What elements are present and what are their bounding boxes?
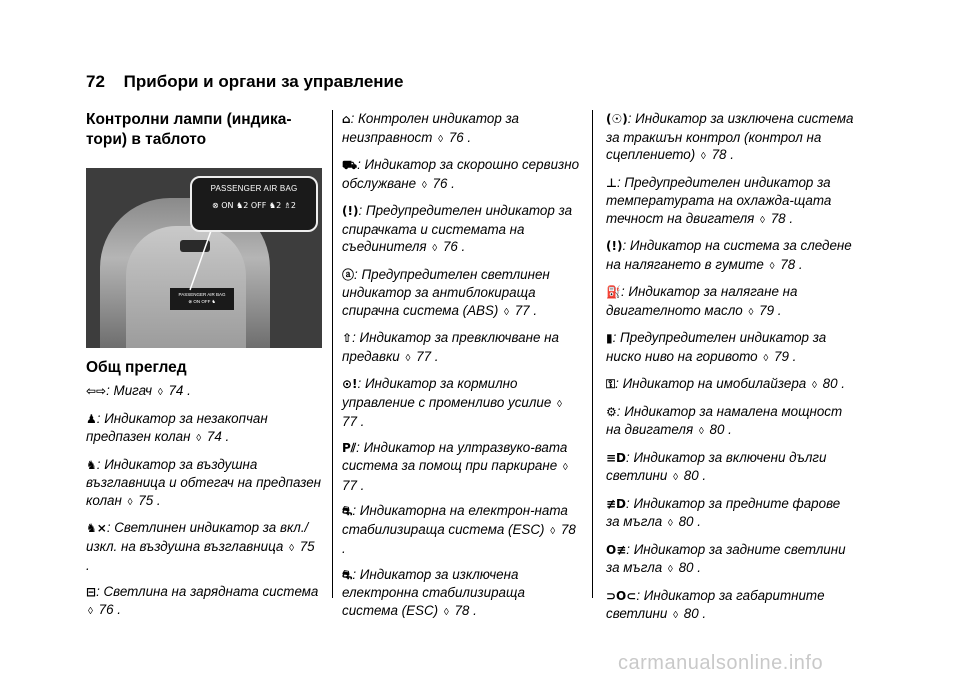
col2-list <box>342 110 582 621</box>
indicator-entry <box>606 449 856 487</box>
indicator-text: : Светлина на зарядната система <box>96 583 319 599</box>
page-ref-link[interactable]: 76 . <box>439 239 466 254</box>
indicator-text: : Предупредителен индикатор за спирачката и системата на съединителя <box>342 203 573 254</box>
page-ref-link[interactable]: 74 . <box>203 429 230 444</box>
indicator-entry <box>342 566 582 622</box>
page-ref-link[interactable]: 76 . <box>94 602 122 617</box>
indicator-icon: ▮ <box>606 331 613 345</box>
indicator-icon: ⛐ <box>342 504 353 518</box>
indicator-entry <box>606 541 856 579</box>
callout-label: PASSENGER AIR BAG <box>210 184 298 193</box>
indicator-entry <box>342 156 582 194</box>
page-ref-icon: ◊ <box>557 398 562 410</box>
indicator-entry <box>342 439 582 495</box>
indicator-text: : Мигач <box>106 383 156 398</box>
column-divider <box>592 110 593 598</box>
indicator-entry <box>606 174 856 230</box>
indicator-text: : Индикатор на система за следене на налягането в гумите <box>606 238 852 272</box>
panel-label: PASSENGER AIR BAG <box>178 292 226 297</box>
indicator-icon: ♞⨯ <box>86 521 107 535</box>
col1-list <box>86 382 322 621</box>
page-ref-icon: ◊ <box>550 525 556 537</box>
page-ref-link[interactable]: 80 . <box>680 606 707 621</box>
airbag-callout <box>190 176 318 232</box>
page-ref-icon: ◊ <box>157 387 163 398</box>
page-ref-link[interactable]: 78 . <box>450 602 477 618</box>
page-ref-icon: ◊ <box>405 352 411 364</box>
page-ref-icon: ◊ <box>673 610 679 621</box>
indicator-text: : Предупредителен индикатор за температурата на охлажда-щата течност на двигателя <box>606 174 832 226</box>
page-header <box>86 72 403 92</box>
indicator-entry <box>342 266 582 322</box>
indicator-entry <box>606 329 856 367</box>
indicator-entry <box>606 375 856 395</box>
page-ref-link[interactable]: 77 . <box>342 477 365 493</box>
page-ref-link[interactable]: 80 . <box>680 468 707 483</box>
indicator-icon: O≢ <box>606 542 627 557</box>
page-ref-link[interactable]: 76 . <box>428 175 455 191</box>
page-ref-link[interactable]: 78 . <box>707 147 734 162</box>
page-number: 72 <box>86 72 105 91</box>
page-ref-link[interactable]: 78 . <box>776 256 803 272</box>
page-ref-link[interactable]: 77 . <box>412 348 439 364</box>
indicator-text: : Светлинен индикатор за вкл./изкл. на въздушна възглавница <box>86 520 309 554</box>
page-ref-icon: ◊ <box>443 606 449 618</box>
page-ref-link[interactable]: 80 . <box>705 422 732 437</box>
indicator-icon: ⊟ <box>86 584 97 599</box>
page-ref-icon: ◊ <box>667 564 673 575</box>
page-ref-icon: ◊ <box>667 518 673 529</box>
indicator-icon: (!) <box>606 239 623 253</box>
page-ref-icon: ◊ <box>421 179 427 191</box>
indicator-icon: ♟ <box>86 411 97 426</box>
dashboard-photo <box>86 168 322 348</box>
indicator-icon: ♞ <box>86 457 97 472</box>
column-3 <box>606 110 856 633</box>
section-title-line1: Контролни лампи (индика- <box>86 111 292 128</box>
page-ref-link[interactable]: 75 . <box>86 538 315 573</box>
indicator-icon: ⊙! <box>342 377 358 391</box>
indicator-icon: ⛟ <box>342 158 358 172</box>
indicator-icon: ⇦⇨ <box>86 384 107 398</box>
indicator-icon: (☉) <box>606 112 628 126</box>
indicator-text: : Индикаторна на електрон-ната стабилизираща система (ESC) <box>342 503 568 537</box>
indicator-text: : Индикатор за кормилно управление с променливо усилие <box>342 376 556 410</box>
page-ref-link[interactable]: 74 . <box>164 383 191 398</box>
indicator-icon: ⓐ <box>342 267 355 282</box>
page-ref-icon: ◊ <box>196 433 202 444</box>
indicator-icon: ≢D <box>606 496 627 511</box>
page-ref-link[interactable]: 76 . <box>445 129 472 145</box>
indicator-text: : Индикатор за изключена система за тракшън контрол (контрол на сцеплението) <box>606 111 854 162</box>
indicator-entry <box>86 382 322 402</box>
subtitle: Общ преглед <box>86 359 187 376</box>
indicator-entry <box>342 502 582 558</box>
indicator-entry <box>342 329 582 367</box>
indicator-icon: ⇧ <box>342 331 353 345</box>
indicator-entry <box>342 110 582 148</box>
page-ref-icon: ◊ <box>432 243 438 254</box>
page-ref-icon: ◊ <box>438 133 444 145</box>
section-title-line2: тори) в таблото <box>86 131 207 148</box>
column-divider <box>332 110 333 598</box>
page-ref-link[interactable]: 80 . <box>674 560 701 575</box>
page-ref-link[interactable]: 79 . <box>755 302 782 318</box>
page-ref-icon: ◊ <box>811 380 817 391</box>
indicator-entry <box>86 456 322 512</box>
indicator-icon: ⊥ <box>606 175 617 190</box>
indicator-icon: (!) <box>342 204 359 218</box>
indicator-entry <box>606 110 856 166</box>
indicator-entry <box>86 583 322 621</box>
page-ref-icon: ◊ <box>504 306 509 318</box>
indicator-text: : Индикатор за задните светлини за мъгла <box>606 541 846 575</box>
indicator-icon: ⌂ <box>342 112 351 126</box>
indicator-entry <box>86 410 322 448</box>
indicator-text: : Индикатор на имобилайзера <box>615 376 810 391</box>
indicator-text: : Предупредителен светлинен индикатор за антиблокираща спирачна система (ABS) <box>342 266 550 318</box>
indicator-text: : Предупредителен индикатор за ниско ниво на горивото <box>606 330 827 364</box>
indicator-icon: P⫽ <box>342 440 357 455</box>
indicator-text: : Индикатор за налягане на двигателното масло <box>606 284 798 318</box>
page-ref-link[interactable]: 77 . <box>342 414 365 429</box>
page-ref-icon: ◊ <box>760 214 765 226</box>
indicator-text: : Индикатор на ултразвуко-вата система за помощ при паркиране <box>342 439 568 473</box>
page-ref-icon: ◊ <box>748 306 754 318</box>
column-2 <box>342 110 582 629</box>
indicator-text: : Индикатор за намалена мощност на двигателя <box>606 403 843 437</box>
page-ref-link[interactable]: 78 . <box>342 521 576 556</box>
indicator-text: : Индикатор за предните фарове за мъгла <box>606 495 841 529</box>
page-ref-link[interactable]: 80 . <box>818 376 845 391</box>
page-ref-icon: ◊ <box>127 496 133 508</box>
callout-row: ⊗ ON ♞2 OFF ♞2 ♗2 <box>212 201 296 210</box>
indicator-entry <box>342 202 582 258</box>
indicator-entry <box>606 587 856 625</box>
indicator-text: : Индикатор за въздушна възглавница и обтегач на предпазен колан <box>86 456 322 508</box>
page-ref-link[interactable]: 75 . <box>134 492 161 508</box>
indicator-icon: ⛐ <box>342 567 353 582</box>
page-ref-icon: ◊ <box>769 260 775 272</box>
page-ref-link[interactable]: 79 . <box>770 348 797 364</box>
watermark: carmanualsonline.info <box>618 652 824 674</box>
panel-row: ⊗ ON OFF ♞ <box>188 299 216 304</box>
indicator-entry <box>606 495 856 533</box>
indicator-icon: ⚿ <box>606 377 616 391</box>
indicator-entry <box>86 519 322 575</box>
indicator-entry <box>606 237 856 275</box>
indicator-text: : Индикатор за изключена електронна стабилизираща система (ESC) <box>342 566 525 618</box>
section-title <box>86 110 322 150</box>
indicator-text: : Индикатор за скорошно сервизно обслужване <box>342 157 580 191</box>
indicator-entry <box>606 403 856 441</box>
page-ref-icon: ◊ <box>562 462 568 473</box>
indicator-icon: ⚙ <box>606 404 617 419</box>
page-ref-icon: ◊ <box>289 542 295 554</box>
indicator-text: : Индикатор за включени дълги светлини <box>606 449 827 483</box>
col3-list <box>606 110 856 625</box>
indicator-entry <box>606 283 856 321</box>
page-title: Прибори и органи за управление <box>123 72 404 91</box>
page-ref-link[interactable]: 80 . <box>674 514 701 529</box>
indicator-text: : Контролен индикатор за неизправност <box>342 111 520 145</box>
indicator-icon: ⊃O⊂ <box>606 588 637 603</box>
indicator-text: : Индикатор за габаритните светлини <box>606 587 825 621</box>
page-ref-link[interactable]: 77 . <box>511 302 538 318</box>
page-ref-icon: ◊ <box>88 606 93 617</box>
page-ref-icon: ◊ <box>763 352 769 364</box>
indicator-entry <box>342 375 582 431</box>
indicator-icon: ≡D <box>606 450 627 465</box>
column-1 <box>86 110 322 629</box>
page-ref-icon: ◊ <box>700 151 706 162</box>
page-ref-link[interactable]: 78 . <box>766 210 794 226</box>
indicator-text: : Индикатор за незакопчан предпазен колан <box>86 410 268 444</box>
page-ref-icon: ◊ <box>698 426 704 437</box>
page-ref-icon: ◊ <box>673 472 679 483</box>
indicator-icon: ⛽ <box>606 285 621 299</box>
indicator-text: : Индикатор за превключване на предавки <box>342 330 559 364</box>
